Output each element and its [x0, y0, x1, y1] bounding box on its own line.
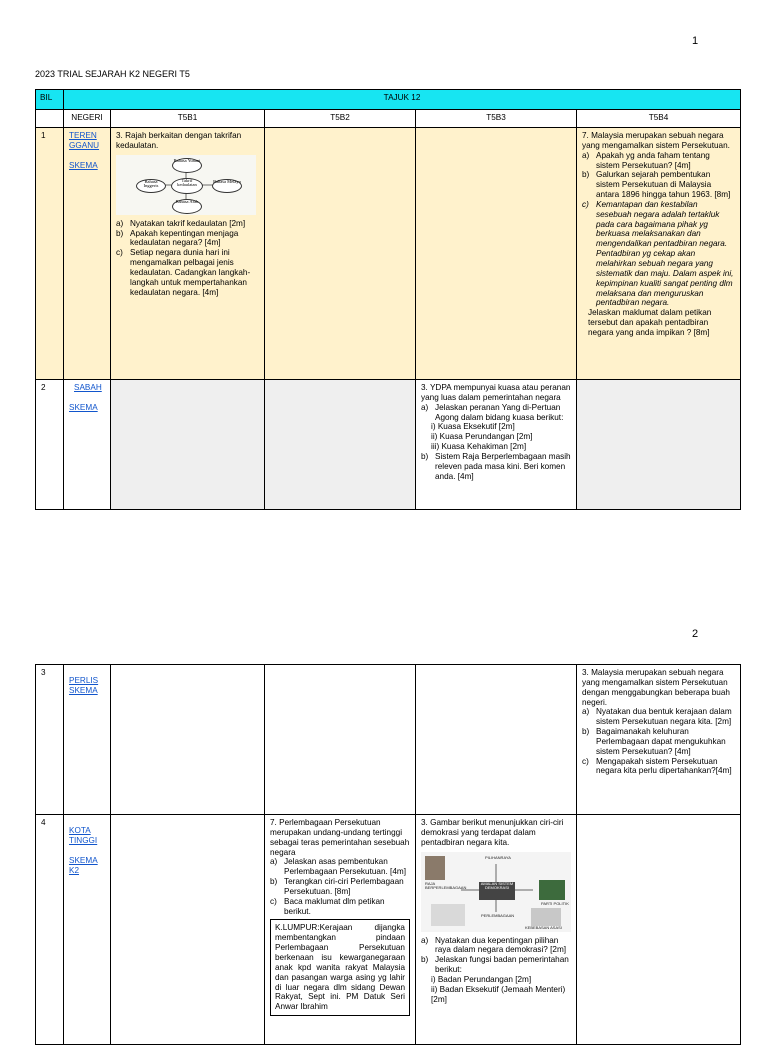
democracy-diagram	[421, 852, 571, 932]
question-item-b: b) Terangkan ciri-ciri Perlembagaan Persekutuan. [8m]	[270, 877, 404, 896]
question-item-a: a) Jelaskan peranan Yang di-Pertuan Agong dalam bidang kuasa berikut:	[421, 402, 564, 422]
negeri-header: NEGERI	[64, 110, 111, 128]
question-intro: 3. Rajah berkaitan dengan takrifan kedaulatan.	[116, 131, 242, 150]
sub-item-i: i) Kuasa Eksekutif [2m]	[431, 422, 515, 432]
sub-item-ii: ii) Kuasa Perundangan [2m]	[431, 432, 533, 442]
t5b3-header: T5B3	[416, 110, 577, 128]
question-intro: 3. YDPA mempunyai kuasa atau peranan yang luas dalam pemerintahan negara	[421, 383, 571, 402]
t5b2-cell	[265, 128, 416, 380]
negeri-cell	[64, 665, 111, 815]
row-number: 2	[36, 380, 64, 510]
t5b3-question	[416, 380, 577, 510]
t5b1-cell	[111, 665, 265, 815]
question-item-b: b) Apakah kepentingan menjaga kedaulatan negara? [4m]	[116, 228, 239, 248]
t5b2-cell	[265, 665, 416, 815]
question-item-a: a) Nyatakan takrif kedaulatan [2m]	[116, 218, 246, 228]
question-items	[421, 403, 571, 423]
question-item-c: c) Kemantapan dan kestabilan sesebuah negara adalah tertakluk pada cara bagaimana pihak yg berkuasa melaksanakan dan mengendalikan pentadbiran negara. Pentadbiran yg cekap akan melahirkan sebuah negara yang sistematik dan maju. Dalam aspek ini, kepimpinan kualiti sangat penting dlm melaksana dan menguruskan pentadbiran negara.	[582, 199, 734, 308]
question-tail: Jelaskan maklumat dalam petikan tersebut dan apakah pentadbiran negara yang anda impikan ? [8m]	[588, 308, 712, 337]
center-box-demokrasi: AMALAN SISTEM DEMOKRASI	[479, 882, 515, 900]
tajuk-header: TAJUK 12	[64, 90, 741, 110]
negeri-cell	[64, 380, 111, 510]
terengganu-link[interactable]: TEREN GGANU	[69, 131, 100, 150]
question-item-b: b) Bagaimanakah keluhuran Perlembagaan dapat mengukuhkan sistem Persekutuan? [4m]	[582, 727, 726, 756]
row-number: 4	[36, 815, 64, 1045]
t5b2-header: T5B2	[265, 110, 416, 128]
label-perlembagaan: PERLEMBAGAAN	[481, 912, 515, 918]
oval-top: Bahasa Yunani	[172, 158, 202, 173]
sub-item-i: i) Badan Perundangan [2m]	[431, 974, 532, 984]
t5b4-question	[577, 665, 741, 815]
t5b4-header: T5B4	[577, 110, 741, 128]
t5b1-cell	[111, 815, 265, 1045]
row-number: 3	[36, 665, 64, 815]
bil-header: BIL	[36, 90, 64, 110]
oval-right: Bahasa Melayu	[212, 179, 242, 193]
skema-link[interactable]: SKEMA	[69, 402, 98, 412]
t5b3-cell	[416, 128, 577, 380]
question-item-b: b) Galurkan sejarah pembentukan sistem Persekutuan di Malaysia antara 1896 hingga tahun 1963. [8m]	[582, 170, 731, 200]
question-items	[421, 936, 571, 975]
document-title: 2023 TRIAL SEJARAH K2 NEGERI T5	[35, 69, 190, 79]
question-item-a: a) Apakah yg anda faham tentang sistem Persekutuan? [4m]	[582, 150, 710, 170]
page-number: 1	[692, 35, 699, 47]
question-item-a: a) Nyatakan dua bentuk kerajaan dalam sistem Persekutuan negara kita. [2m]	[582, 707, 732, 727]
question-item-b: b) Sistem Raja Berperlembagaan masih releven pada masa kini. Beri komen anda. [4m]	[421, 451, 571, 481]
t5b2-cell	[265, 380, 416, 510]
question-item-a: a) Jelaskan asas pembentukan Perlembagaan Persekutuan. [4m]	[270, 857, 406, 877]
question-items	[582, 151, 735, 309]
label-kebebasan-asasi: KEBEBASAN ASASI	[525, 924, 562, 930]
question-items	[421, 452, 571, 482]
t5b3-question	[416, 815, 577, 1045]
sub-item-ii: ii) Badan Eksekutif (Jemaah Menteri) [2m]	[431, 984, 566, 1004]
question-intro: 7. Malaysia merupakan sebuah negara yang mengamalkan sistem Persekutuan.	[582, 131, 730, 150]
t5b3-cell	[416, 665, 577, 815]
sabah-link[interactable]: SABAH	[74, 383, 102, 392]
question-item-b: b) Jelaskan fungsi badan pemerintahan berikut:	[421, 955, 569, 975]
oval-left: Bahasa Inggeris	[136, 179, 166, 193]
t5b1-cell	[111, 380, 265, 510]
question-item-c: c) Setiap negara dunia hari ini mengamalkan pelbagai jenis kedaulatan. Cadangkan langkah-langkah untuk mempertahankan kedaulatan negara. [4m]	[116, 248, 251, 297]
question-items	[270, 857, 410, 916]
question-items	[116, 219, 259, 298]
negeri-cell	[64, 128, 111, 380]
oval-bottom: Bahasa Arab	[172, 199, 202, 214]
question-item-a: a) Nyatakan dua kepentingan pilihan raya dalam negara demokrasi? [2m]	[421, 935, 567, 955]
question-intro: 3. Gambar berikut menunjukkan ciri-ciri demokrasi yang terdapat dalam pentadbiran negara kita.	[421, 818, 564, 847]
news-excerpt-box: K.LUMPUR:Kerajaan dijangka membentangkan pindaan Perlembagaan Persekutuan berkenaan isu kewarganegaraan anak kpd wanita rakyat Malaysia dan pasangan warga asing yg lahir di luar negara dlm sidang Dewan Rakyat, Sept ini. PM Datuk Seri Anwar Ibrahim	[270, 919, 410, 1016]
question-intro: 3. Malaysia merupakan sebuah negara yang mengamalkan sistem Persekutuan dengan menggabungkan beberapa buah negeri.	[582, 668, 730, 707]
t5b4-question	[577, 128, 741, 380]
skema-k2-link[interactable]: SKEMA K2	[69, 855, 98, 875]
skema-link[interactable]: SKEMA	[69, 160, 98, 170]
question-table-page-1	[35, 89, 741, 510]
question-items	[582, 707, 735, 776]
t5b2-question	[265, 815, 416, 1045]
question-item-c: c) Mengapakah sistem Persekutuan negara kita perlu dipertahankan?[4m]	[582, 756, 732, 776]
perlis-skema-link[interactable]: PERLIS SKEMA	[69, 676, 99, 695]
kota-tinggi-link[interactable]: KOTA TINGGI	[69, 826, 98, 845]
page-number: 2	[692, 628, 699, 640]
t5b1-header: T5B1	[111, 110, 265, 128]
sub-item-iii: iii) Kuasa Kehakiman [2m]	[431, 442, 527, 452]
t5b1-question	[111, 128, 265, 380]
label-raja-berperlembagaan: RAJA BERPERLEMBAGAAN	[425, 880, 467, 891]
negeri-cell	[64, 815, 111, 1045]
row-number: 1	[36, 128, 64, 380]
question-intro: 7. Perlembagaan Persekutuan merupakan undang-undang tertinggi sebagai teras pemerintahan sesebuah negara	[270, 818, 410, 857]
t5b4-cell	[577, 815, 741, 1045]
t5b4-cell	[577, 380, 741, 510]
oval-center: Takrif kedaulatan	[171, 178, 203, 194]
empty-header-cell	[36, 110, 64, 128]
question-item-c: c) Baca maklumat dlm petikan berikut.	[270, 896, 385, 916]
question-table-page-2	[35, 664, 741, 1045]
sovereignty-diagram	[116, 155, 256, 215]
label-pilihanraya: PILIHANRAYA	[485, 854, 511, 860]
label-parti-politik: PARTI POLITIK	[541, 900, 569, 906]
